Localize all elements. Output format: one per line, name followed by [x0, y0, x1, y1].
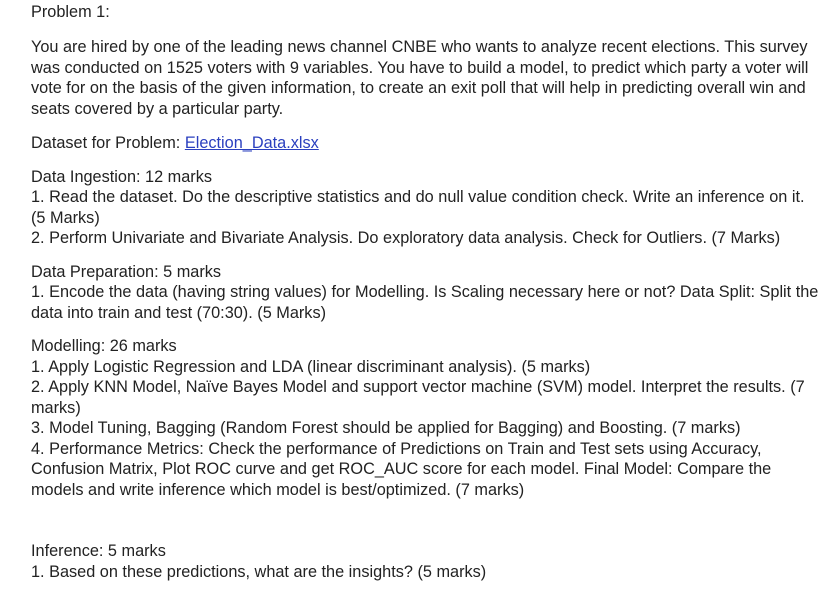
dataset-line: [31, 133, 821, 154]
section-inference: [31, 541, 821, 582]
section-item: 3. Model Tuning, Bagging (Random Forest should be applied for Bagging) and Boosting. (7 marks): [31, 419, 741, 437]
problem-intro: You are hired by one of the leading news channel CNBE who wants to analyze recent elections. This survey was conducted on 1525 voters with 9 variables. You have to build a model, to predict which party a voter will vote for on the basis of the given information, to create an exit poll that will help in predicting overall win and seats covered by a particular party.: [31, 38, 809, 118]
section-modelling: [31, 336, 821, 500]
section-item: 1. Read the dataset. Do the descriptive statistics and do null value condition check. Write an inference on it. (5 Marks): [31, 188, 805, 227]
dataset-link[interactable]: Election_Data.xlsx: [184, 134, 319, 152]
section-item: 1. Encode the data (having string values) for Modelling. Is Scaling necessary here or not? Data Split: Split the data into train and test (70:30). (5 Marks): [31, 283, 819, 322]
section-heading: Inference: 5 marks: [31, 542, 166, 560]
problem-title: Problem 1:: [31, 3, 110, 21]
section-item: 1. Apply Logistic Regression and LDA (linear discriminant analysis). (5 marks): [31, 357, 591, 376]
section-item: 1. Based on these predictions, what are the insights? (5 marks): [31, 562, 487, 581]
section-heading: Modelling: 26 marks: [31, 337, 177, 355]
section-item: 4. Performance Metrics: Check the performance of Predictions on Train and Test sets using Accuracy, Confusion Matrix, Plot ROC curve and get ROC_AUC score for each model. Final Model: Compare the models and write inference which model is best/optimized. (7 marks): [31, 439, 772, 499]
section-data-ingestion: [31, 167, 821, 249]
section-data-preparation: [31, 262, 821, 324]
dataset-label: Dataset for Problem:: [31, 134, 185, 152]
section-item: 2. Perform Univariate and Bivariate Analysis. Do exploratory data analysis. Check for Outliers. (7 Marks): [31, 229, 781, 247]
document-body: [31, 2, 821, 582]
section-heading: Data Ingestion: 12 marks: [31, 167, 212, 186]
section-heading: Data Preparation: 5 marks: [31, 262, 222, 281]
section-item: 2. Apply KNN Model, Naïve Bayes Model and support vector machine (SVM) model. Interpret the results. (7 marks): [31, 378, 805, 417]
